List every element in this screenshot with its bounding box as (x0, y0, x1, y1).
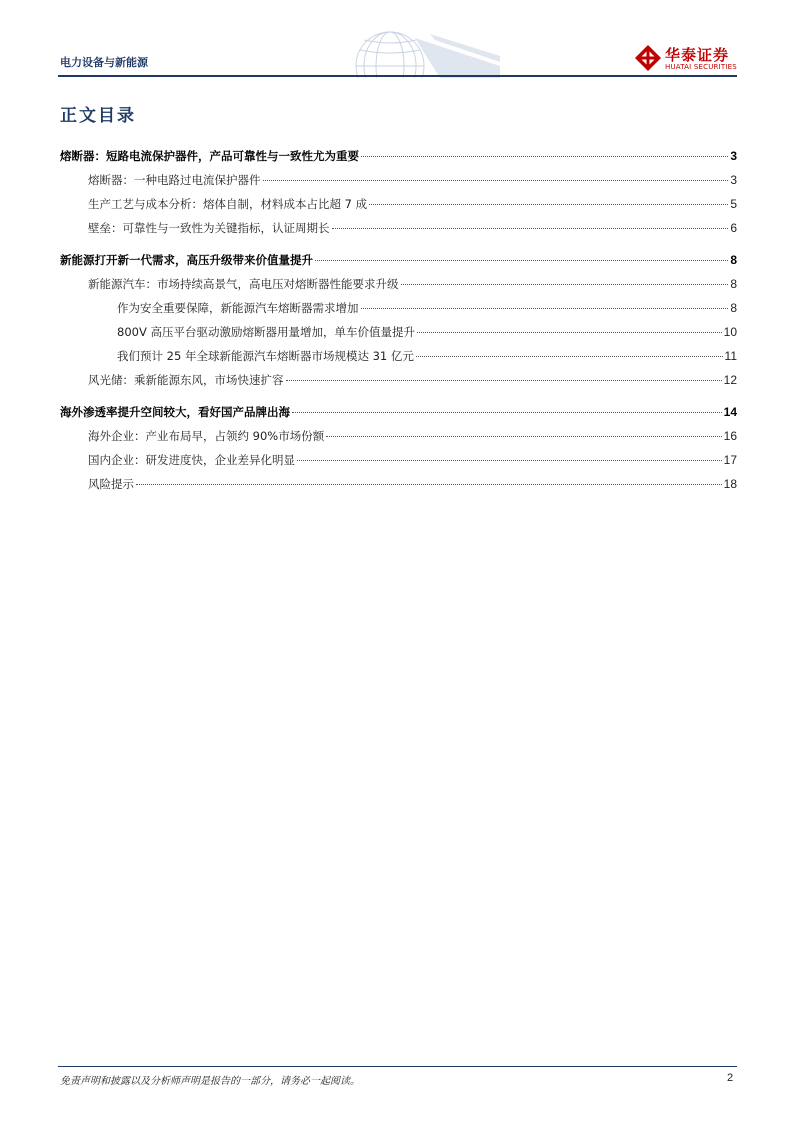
toc-entry-title: 风险提示 (88, 477, 134, 491)
toc-entry-page: 16 (723, 429, 737, 443)
toc-entry-title: 熔断器：短路电流保护器件，产品可靠性与一致性尤为重要 (60, 149, 359, 163)
toc-entry-page: 17 (723, 453, 737, 467)
toc-entry-title: 作为安全重要保障，新能源汽车熔断器需求增加 (117, 301, 359, 315)
toc-entry-title: 800V 高压平台驱动激励熔断器用量增加，单车价值量提升 (117, 325, 415, 339)
toc-entry[interactable] (117, 324, 737, 340)
toc-entry-page: 5 (730, 197, 737, 211)
toc-entry-title: 新能源汽车：市场持续高景气，高电压对熔断器性能要求升级 (88, 277, 399, 291)
toc-entry[interactable] (88, 476, 737, 492)
toc-leader-dots (263, 180, 729, 181)
toc-entry-page: 8 (730, 253, 737, 267)
toc-entry-page: 14 (723, 405, 737, 419)
page-number: 2 (727, 1072, 734, 1084)
toc-leader-dots (417, 332, 722, 333)
footer-divider (58, 1066, 737, 1067)
footer-disclaimer: 免责声明和披露以及分析师声明是报告的一部分，请务必一起阅读。 (60, 1076, 360, 1087)
toc-entry[interactable] (117, 348, 737, 364)
toc-entry[interactable] (60, 148, 737, 164)
toc-leader-dots (361, 308, 729, 309)
toc-leader-dots (369, 204, 728, 205)
toc-entry-page: 12 (723, 373, 737, 387)
toc-entry-title: 生产工艺与成本分析：熔体自制，材料成本占比超 7 成 (88, 197, 368, 211)
toc-entry-title: 熔断器：一种电路过电流保护器件 (88, 173, 261, 187)
toc-entry-page: 3 (730, 173, 737, 187)
toc-entry-page: 10 (723, 325, 737, 339)
toc-leader-dots (332, 228, 729, 229)
toc-entry-page: 8 (730, 277, 737, 291)
globe-watermark-icon (300, 26, 500, 78)
toc-leader-dots (297, 460, 722, 461)
toc-entry[interactable] (60, 252, 737, 268)
toc-entry-page: 18 (723, 477, 737, 491)
toc-leader-dots (136, 484, 722, 485)
toc-entry[interactable] (88, 196, 737, 212)
toc-leader-dots (315, 260, 728, 261)
toc-entry-page: 3 (730, 149, 737, 163)
toc-entry-title: 风光储：乘新能源东风，市场快速扩容 (88, 373, 284, 387)
toc-title: 正文目录 (60, 106, 136, 126)
toc-leader-dots (326, 436, 721, 437)
huatai-logo-icon (634, 44, 662, 72)
toc-entry-title: 新能源打开新一代需求，高压升级带来价值量提升 (60, 253, 313, 267)
toc-entry-title: 海外企业：产业布局早，占领约 90%市场份额 (88, 429, 325, 443)
logo-english-name: HUATAI SECURITIES (665, 63, 737, 71)
report-category: 电力设备与新能源 (60, 56, 148, 69)
logo-chinese-name: 华泰证券 (665, 46, 730, 64)
toc-entry[interactable] (88, 372, 737, 388)
toc-entry-title: 我们预计 25 年全球新能源汽车熔断器市场规模达 31 亿元 (117, 349, 414, 363)
toc-entry[interactable] (88, 276, 737, 292)
toc-entry-title: 壁垒：可靠性与一致性为关键指标，认证周期长 (88, 221, 330, 235)
toc-entry[interactable] (88, 220, 737, 236)
toc-leader-dots (361, 156, 728, 157)
toc-entry[interactable] (60, 404, 737, 420)
toc-entry-title: 海外渗透率提升空间较大，看好国产品牌出海 (60, 405, 290, 419)
toc-entry[interactable] (88, 172, 737, 188)
huatai-logo (634, 44, 744, 74)
toc-leader-dots (286, 380, 722, 381)
toc-entry-page: 11 (724, 349, 737, 363)
header-divider (58, 75, 737, 77)
toc-entry[interactable] (88, 452, 737, 468)
toc-entry-title: 国内企业：研发进度快，企业差异化明显 (88, 453, 295, 467)
toc-leader-dots (401, 284, 729, 285)
toc-entry-page: 8 (730, 301, 737, 315)
toc-leader-dots (292, 412, 722, 413)
toc-entry[interactable] (88, 428, 737, 444)
toc-entry-page: 6 (730, 221, 737, 235)
toc-entry[interactable] (117, 300, 737, 316)
toc-leader-dots (416, 356, 723, 357)
